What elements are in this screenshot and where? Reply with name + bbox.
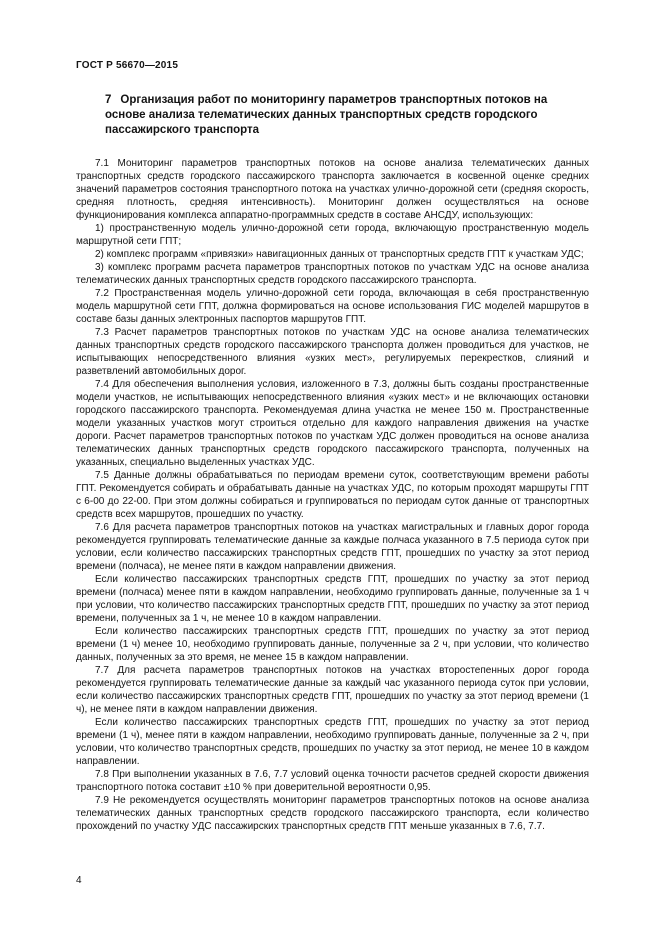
paragraph: 7.5 Данные должны обрабатываться по периодам времени суток, соответствующим времени работы ГПТ. Рекомендуется собирать и обрабатывать данные на участках УДС, по которым проходят маршруты ГПТ с 6-00 до 22-00. При этом должны собираться и группироваться по периодам суток данные от транспортных средств всех маршрутов, прошедших по участку. <box>76 470 589 520</box>
document-header: ГОСТ Р 56670—2015 <box>76 60 179 71</box>
paragraph: 7.1 Мониторинг параметров транспортных потоков на основе анализа телематических данных транспортных средств городского пассажирского транспорта заключается в косвенной оценке средних значений параметров состояния транспортного потока на участках улично-дорожной сети (средняя скорость, средняя плотность, средняя интенсивность). Мониторинг должен осуществляться на основе функционирования комплекса аппаратно-программных средств в составе АНСДУ, использующих: <box>76 158 589 221</box>
list-item: 2) комплекс программ «привязки» навигационных данных от транспортных средств ГПТ к участкам УДС; <box>95 249 584 260</box>
paragraph: Если количество пассажирских транспортных средств ГПТ, прошедших по участку за этот период времени (полчаса) менее пяти в каждом направлении, необходимо группировать данные, полученные за 1 ч при условии, что количество пассажирских транспортных средств ГПТ, прошедших по участку за этот период времени, полученных за 1 ч, не менее 10 в каждом направлении. <box>76 574 589 624</box>
paragraph: Если количество пассажирских транспортных средств ГПТ, прошедших по участку за этот период времени (1 ч), менее пяти в каждом направлении, необходимо группировать данные, полученные за 2 ч, при условии, что количество транспортных средств, прошедших по участку за этот период, не менее 10 в каждом направлении. <box>76 717 589 767</box>
paragraph: 7.4 Для обеспечения выполнения условия, изложенного в 7.3, должны быть созданы пространственные модели участков, не испытывающих непосредственного влияния «узких мест» и не включающих остановки городского пассажирского транспорта. Рекомендуемая длина участка не менее 150 м. Пространственные модели указанных участков могут строиться отдельно для каждого направления движения на участке дороги. Расчет параметров транспортных потоков по участкам УДС должен проводиться на основе анализа телематических данных транспортных средств городского пассажирского транспорта, полученных на указанных, специально выделенных участках УДС. <box>76 379 589 468</box>
paragraph: 7.8 При выполнении указанных в 7.6, 7.7 условий оценка точности расчетов средней скорости движения транспортного потока составит ±10 % при доверительной вероятности 0,95. <box>76 769 589 793</box>
paragraph: Если количество пассажирских транспортных средств ГПТ, прошедших по участку за этот период времени (1 ч) менее 10, необходимо группировать данные, полученные за 2 ч, при условии, что количество данных, полученных за это время, не менее 15 в каждом направлении. <box>76 626 589 663</box>
list-item: 1) пространственную модель улично-дорожной сети города, включающую пространственную модель маршрутной сети ГПТ; <box>76 223 589 247</box>
section-title: Организация работ по мониторингу параметров транспортных потоков на основе анализа телематических данных транспортных средств городского пассажирского транспорта <box>105 94 548 136</box>
document-body <box>76 157 589 833</box>
paragraph: 7.6 Для расчета параметров транспортных потоков на участках магистральных и главных дорог города рекомендуется группировать телематические данные за каждые полчаса указанного в 7.5 периода суток при условии, если количество пассажирских транспортных средств ГПТ, прошедших по участку за этот период времени (полчаса), не менее пяти в каждом направлении движения. <box>76 522 589 572</box>
paragraph: 7.7 Для расчета параметров транспортных потоков на участках второстепенных дорог города рекомендуется группировать телематические данные за каждый час указанного периода суток при условии, если количество пассажирских транспортных средств ГПТ, прошедших по участку за этот период времени (1 ч), не менее пяти в каждом направлении движения. <box>76 665 589 715</box>
paragraph: 7.2 Пространственная модель улично-дорожной сети города, включающая в себя пространственную модель маршрутной сети ГПТ, должна формироваться на основе использования ГИС моделей маршрутов в составе базы данных электронных паспортов маршрутов ГПТ. <box>76 288 589 325</box>
list-item: 3) комплекс программ расчета параметров транспортных потоков по участкам УДС на основе анализа телематических данных транспортных средств городского пассажирского транспорта. <box>76 262 589 286</box>
page-number: 4 <box>76 875 82 886</box>
paragraph: 7.3 Расчет параметров транспортных потоков по участкам УДС на основе анализа телематических данных транспортных средств городского пассажирского транспорта должен проводиться для участков, не испытывающих непосредственного влияния «узких мест», регулируемых перекрестков, слияний и разветвлений автомобильных дорог. <box>76 327 589 377</box>
paragraph: 7.9 Не рекомендуется осуществлять мониторинг параметров транспортных потоков на основе анализа телематических данных транспортных средств городского пассажирского транспорта, если количество прохождений по участку УДС пассажирских транспортных средств ГПТ меньше указанных в 7.6, 7.7. <box>76 795 589 832</box>
section-heading <box>105 93 557 138</box>
section-number: 7 <box>105 94 112 106</box>
